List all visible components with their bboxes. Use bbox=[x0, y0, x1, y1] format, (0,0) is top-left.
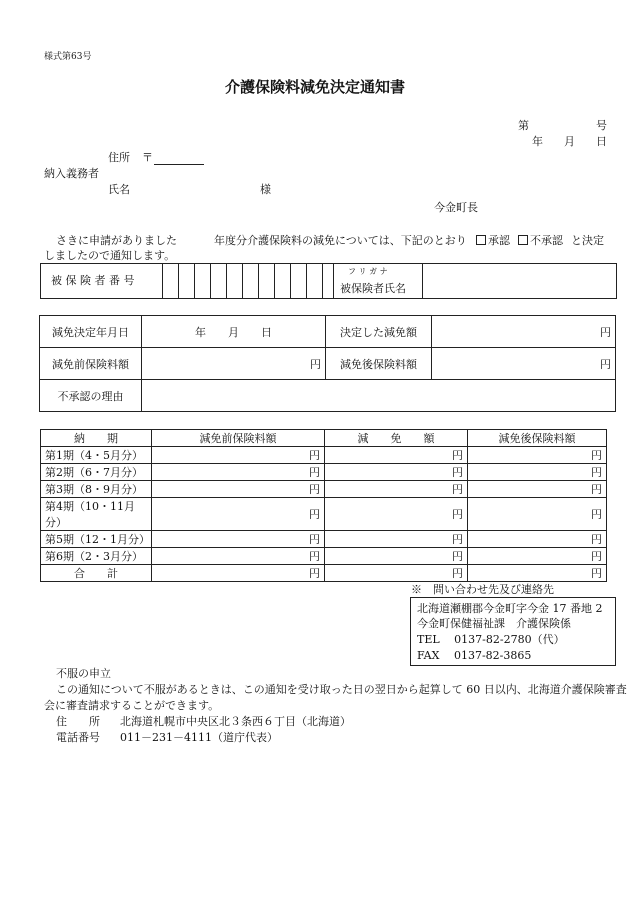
contact-address: 北海道瀬棚郡今金町字今金 17 番地 2 bbox=[417, 602, 603, 615]
after-amount-yen: 円 bbox=[432, 348, 616, 380]
reason-value bbox=[142, 380, 616, 412]
period-label: 第5期（12・1月分） bbox=[41, 531, 152, 548]
period-label: 第4期（10・11月分） bbox=[41, 498, 152, 531]
form-number: 様式第63号 bbox=[44, 52, 92, 62]
contact-fax: FAX 0137-82-3865 bbox=[417, 649, 532, 662]
after-yen: 円 bbox=[468, 531, 607, 548]
honorific: 様 bbox=[260, 183, 271, 196]
approve-checkbox bbox=[476, 235, 486, 245]
after-amount-label: 減免後保険料額 bbox=[326, 348, 432, 380]
intro-text-2: 年度分介護保険料の減免については、下記のとおり bbox=[214, 234, 467, 247]
after-yen: 円 bbox=[468, 464, 607, 481]
decision-date-value: 年 月 日 bbox=[142, 316, 326, 348]
reduction-yen: 円 bbox=[325, 565, 468, 582]
before-yen: 円 bbox=[152, 464, 325, 481]
insured-number-label: 被 保 険 者 番 号 bbox=[51, 274, 135, 287]
intro-text-4: しましたので通知します。 bbox=[44, 249, 176, 262]
table-row bbox=[41, 464, 607, 481]
header-period: 納 期 bbox=[41, 430, 152, 447]
header-before: 減免前保険料額 bbox=[152, 430, 325, 447]
after-yen: 円 bbox=[468, 481, 607, 498]
page-title: 介護保険料減免決定通知書 bbox=[224, 78, 405, 96]
furigana-label: フ リ ガ ナ bbox=[348, 267, 388, 276]
appeal-phone-label: 電話番号 bbox=[56, 731, 100, 744]
period-label: 第6期（2・3月分） bbox=[41, 548, 152, 565]
header-after: 減免後保険料額 bbox=[468, 430, 607, 447]
intro-text-3: と決定 bbox=[571, 234, 604, 247]
period-table bbox=[40, 429, 607, 582]
after-yen: 円 bbox=[468, 565, 607, 582]
approve-option: 承認 bbox=[476, 235, 510, 246]
contact-department: 今金町保健福祉課 介護保険係 bbox=[417, 617, 571, 630]
period-label: 第3期（8・9月分） bbox=[41, 481, 152, 498]
address-label: 住所 bbox=[108, 151, 130, 164]
insured-name-label-cell bbox=[333, 264, 423, 298]
contact-tel: TEL 0137-82-2780（代） bbox=[417, 633, 565, 646]
reduction-yen: 円 bbox=[325, 464, 468, 481]
total-label: 合 計 bbox=[41, 565, 152, 582]
period-label: 第2期（6・7月分） bbox=[41, 464, 152, 481]
reduction-yen: 円 bbox=[325, 548, 468, 565]
issuer: 今金町長 bbox=[434, 201, 478, 214]
after-yen: 円 bbox=[468, 498, 607, 531]
appeal-heading: 不服の申立 bbox=[56, 667, 111, 680]
before-yen: 円 bbox=[152, 565, 325, 582]
after-yen: 円 bbox=[468, 447, 607, 464]
decision-date-label: 減免決定年月日 bbox=[40, 316, 142, 348]
insured-box bbox=[40, 263, 617, 299]
reason-label: 不承認の理由 bbox=[40, 380, 142, 412]
contact-box bbox=[410, 597, 616, 666]
disapprove-option: 不承認 bbox=[518, 235, 563, 246]
before-yen: 円 bbox=[152, 548, 325, 565]
intro-text-1: さきに申請がありました bbox=[56, 234, 177, 247]
table-row bbox=[41, 481, 607, 498]
before-yen: 円 bbox=[152, 447, 325, 464]
decision-table bbox=[39, 315, 616, 412]
decided-amount-yen: 円 bbox=[432, 316, 616, 348]
reduction-yen: 円 bbox=[325, 447, 468, 464]
decided-amount-label: 決定した減免額 bbox=[326, 316, 432, 348]
table-row bbox=[41, 498, 607, 531]
reduction-yen: 円 bbox=[325, 531, 468, 548]
contact-heading: ※ 問い合わせ先及び連絡先 bbox=[411, 583, 554, 596]
before-amount-yen: 円 bbox=[142, 348, 326, 380]
reduction-yen: 円 bbox=[325, 498, 468, 531]
postal-code-line bbox=[154, 164, 204, 165]
postal-mark: 〒 bbox=[142, 151, 153, 164]
table-row bbox=[41, 531, 607, 548]
appeal-phone: 011－231－4111（道庁代表） bbox=[120, 731, 278, 744]
after-yen: 円 bbox=[468, 548, 607, 565]
total-row bbox=[41, 565, 607, 582]
appeal-text-1: この通知について不服があるときは、この通知を受け取った日の翌日から起算して 60 日以内、北海道介護保険審査 bbox=[56, 683, 627, 696]
doc-number-prefix: 第 bbox=[518, 119, 529, 132]
header-reduction: 減 免 額 bbox=[325, 430, 468, 447]
date-day: 日 bbox=[596, 135, 607, 148]
appeal-address-label: 住 所 bbox=[56, 715, 100, 728]
appeal-address: 北海道札幌市中央区北３条西６丁目（北海道） bbox=[120, 715, 351, 728]
payer-label: 納入義務者 bbox=[44, 167, 99, 180]
doc-number-suffix: 号 bbox=[596, 119, 607, 132]
reduction-yen: 円 bbox=[325, 481, 468, 498]
before-yen: 円 bbox=[152, 481, 325, 498]
appeal-text-2: 会に審査請求することができます。 bbox=[44, 699, 220, 712]
date-month: 月 bbox=[564, 135, 575, 148]
table-row bbox=[41, 447, 607, 464]
name-label: 氏名 bbox=[108, 183, 130, 196]
before-yen: 円 bbox=[152, 498, 325, 531]
table-row bbox=[41, 548, 607, 565]
insured-number-cells bbox=[162, 264, 336, 298]
disapprove-checkbox bbox=[518, 235, 528, 245]
insured-name-label: 被保険者氏名 bbox=[340, 282, 406, 295]
period-label: 第1期（4・5月分） bbox=[41, 447, 152, 464]
before-amount-label: 減免前保険料額 bbox=[40, 348, 142, 380]
date-year: 年 bbox=[532, 135, 543, 148]
before-yen: 円 bbox=[152, 531, 325, 548]
